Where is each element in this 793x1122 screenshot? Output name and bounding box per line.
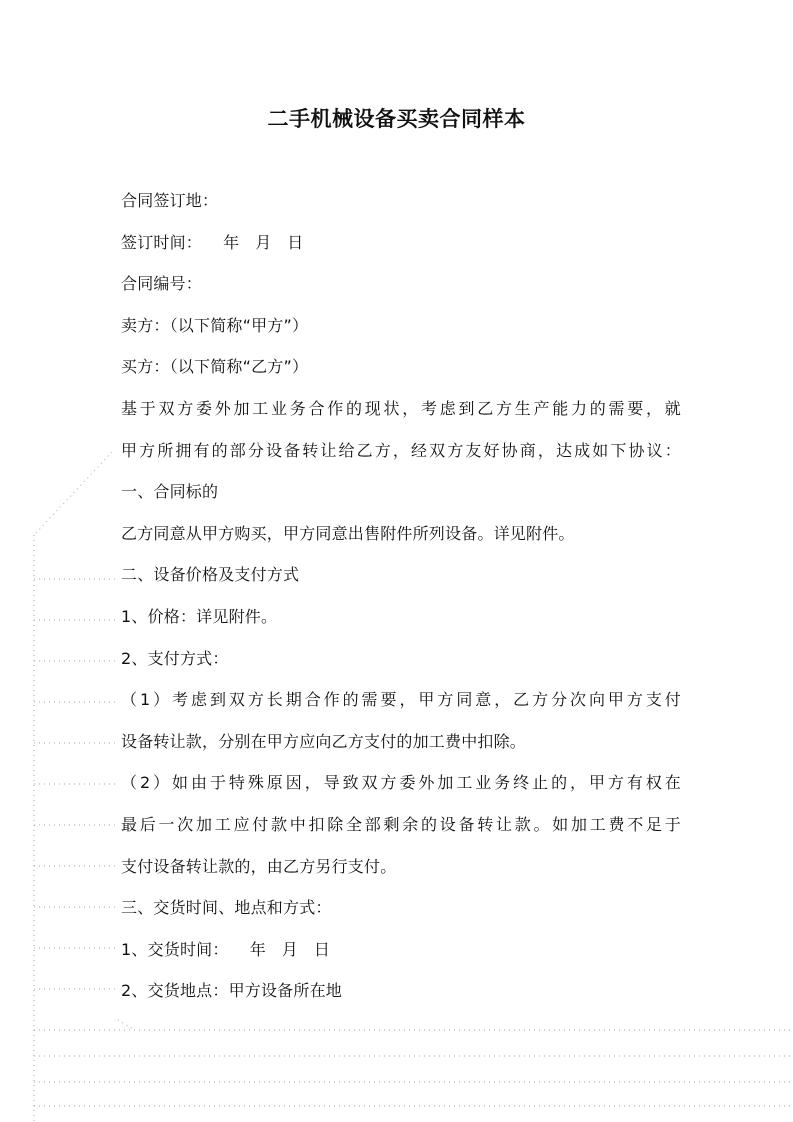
payment-clause-1-line-2: 设备转让款，分别在甲方应向乙方支付的加工费中扣除。 — [121, 731, 527, 751]
payment-clause-2-line-3: 支付设备转让款的，由乙方另行支付。 — [121, 856, 397, 876]
delivery-place: 2、交货地点：甲方设备所在地 — [121, 981, 342, 1001]
preamble-line-2: 甲方所拥有的部分设备转让给乙方，经双方友好协商，达成如下协议： — [121, 440, 681, 460]
payment-clause-2-line-1: （2）如由于特殊原因，导致双方委外加工业务终止的，甲方有权在 — [121, 773, 681, 793]
delivery-time: 1、交货时间： 年 月 日 — [121, 939, 331, 959]
document-title: 二手机械设备买卖合同样本 — [267, 107, 526, 131]
section-1-heading: 一、合同标的 — [121, 482, 219, 502]
section-3-heading: 三、交货时间、地点和方式： — [121, 898, 332, 918]
preamble-line-1: 基于双方委外加工业务合作的现状，考虑到乙方生产能力的需要，就 — [121, 398, 681, 418]
section-2-heading: 二、设备价格及支付方式 — [121, 565, 300, 585]
contract-signing-date: 签订时间： 年 月 日 — [121, 232, 304, 252]
contract-number: 合同编号： — [121, 274, 203, 294]
payment-clause-1-line-1: （1）考虑到双方长期合作的需要，甲方同意，乙方分次向甲方支付 — [121, 690, 681, 710]
price-clause: 1、价格：详见附件。 — [121, 606, 278, 626]
section-1-text: 乙方同意从甲方购买，甲方同意出售附件所列设备。详见附件。 — [121, 523, 575, 543]
contract-signing-place: 合同签订地： — [121, 191, 219, 210]
payment-clause-2-line-2: 最后一次加工应付款中扣除全部剩余的设备转让款。如加工费不足于 — [121, 814, 681, 834]
document-body — [121, 186, 681, 1018]
seller-party: 卖方：（以下简称“甲方”） — [121, 315, 309, 335]
buyer-party: 买方：（以下简称“乙方”） — [121, 357, 309, 377]
payment-method-heading: 2、支付方式： — [121, 648, 229, 668]
